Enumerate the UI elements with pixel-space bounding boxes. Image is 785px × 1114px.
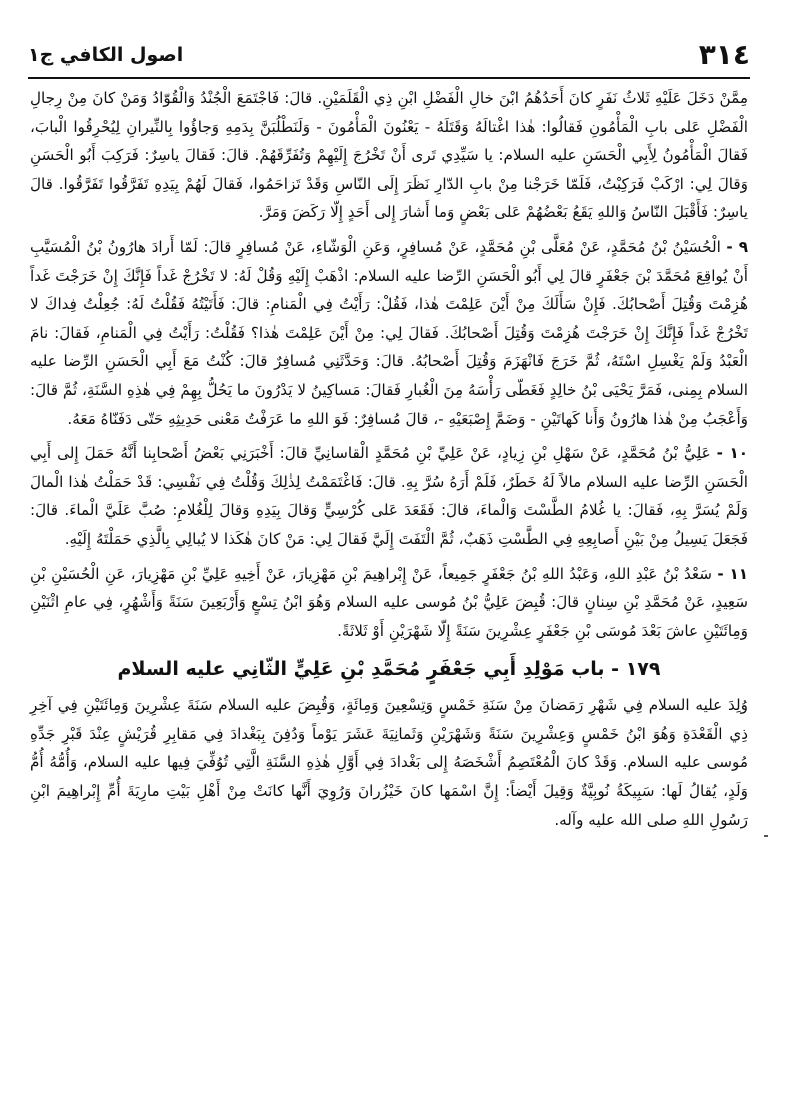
hadith-9 <box>30 233 748 433</box>
hadith-number: ١١ - <box>717 564 749 583</box>
hadith-text: عَلِيُّ بْنُ مُحَمَّدٍ، عَنْ سَهْلِ بْنِ زِيادٍ، عَنْ عَلِيِّ بْنِ مُحَمَّدٍ الْقاسانِيِّ قالَ: أَخْبَرَنِي بَعْضُ أَصْحابِنا أَنَّهُ حَمَلَ إِلى أَبِي الْحَسَنِ الرِّضا عليه السلام مالاً لَهُ خَطَرٌ، فَلَمْ أَرَهُ سُرَّ بِهِ. قالَ: فَاغْتَمَمْتُ لِذٰلِكَ وَقُلْتُ فِي نَفْسِي: قَدْ حَمَلْتُ هٰذا الْمالَ وَلَمْ يُسَرَّ بِهِ، فَقالَ: يا غُلامُ الطَّسْتَ وَالْماءَ، قالَ: فَقَعَدَ عَلى كُرْسِيٍّ وَقالَ بِيَدِهِ وَقالَ لِلْغُلامِ: صُبَّ عَلَيَّ الْماءَ. قالَ: فَجَعَلَ يَسِيلُ مِنْ بَيْنِ أَصابِعِهِ فِي الطَّسْتِ ذَهَبٌ، ثُمَّ الْتَفَتَ إِلَيَّ فَقالَ لِي: مَنْ كانَ هٰكَذا لا يُبالِي بِالَّذِي حَمَلْتَهُ إِلَيْهِ. <box>30 444 748 548</box>
paragraph-text: وُلِدَ عليه السلام فِي شَهْرِ رَمَضانَ مِنْ سَنَةِ خَمْسٍ وَتِسْعِينَ وَمِائَةٍ، وَقُبِضَ عليه السلام سَنَةَ عِشْرِينَ وَمِائَتَيْنِ فِي آخِرِ ذِي الْقَعْدَةِ وَهُوَ ابْنُ خَمْسٍ وَعِشْرِينَ سَنَةً وَشَهْرَيْنِ وَثَمانِيَةَ عَشَرَ يَوْماً وَدُفِنَ بِبَغْدادَ فِي مَقابِرِ قُرَيْشٍ عِنْدَ قَبْرِ جَدِّهِ مُوسى عليه السلام. وَقَدْ كانَ الْمُعْتَصِمُ أَشْخَصَهُ إِلى بَغْدادَ فِي أَوَّلِ هٰذِهِ السَّنَةِ الَّتِي تُوُفِّيَ فِيها عليه السلام، وَأُمُّهُ أُمُّ وَلَدٍ، يُقالُ لَها: سَبِيكَةُ نُوبِيَّةٌ وَقِيلَ أَيْضاً: إِنَّ اسْمَها كانَ خَيْزُرانَ وَرُوِيَ أَنَّها كانَتْ مِنْ أَهْلِ بَيْتِ مارِيَةَ أُمِّ إِبْراهِيمَ ابْنِ رَسُولِ اللهِ صلى الله عليه وآله. <box>30 696 748 829</box>
page-number: ٣١٤ <box>698 38 750 71</box>
paragraph-continuation <box>30 84 748 227</box>
hadith-11 <box>30 560 748 646</box>
hadith-number: ٩ - <box>726 237 749 256</box>
paragraph-text: مِمَّنْ دَخَلَ عَلَيْهِ ثَلاثُ نَفَرٍ كانَ أَحَدُهُمُ ابْنَ خالِ الْفَضْلِ ابْنِ ذِي الْقَلَمَيْنِ. قالَ: فَاجْتَمَعَ الْجُنْدُ وَالْقُوّادُ وَمَنْ كانَ مِنْ رِجالِ الْفَضْلِ عَلى بابِ الْمَأْمُونِ فَقالُوا: هٰذا اغْتالَهُ وَقَتَلَهُ - يَعْنُونَ الْمَأْمُونَ - وَلَنَطْلُبَنَّ بِدَمِهِ وَجاؤُوا بِالنِّيرانِ لِيُحْرِقُوا الْبابَ، فَقالَ الْمَأْمُونُ لِأَبِي الْحَسَنِ عليه السلام: يا سَيِّدِي تَرى أَنْ تَخْرُجَ إِلَيْهِمْ وَتُفَرِّقَهُمْ. قالَ: فَقالَ ياسِرٌ: فَرَكِبَ أَبُو الْحَسَنِ وَقالَ لِي: ارْكَبْ فَرَكِبْتُ، فَلَمّا خَرَجْنا مِنْ بابِ الدّارِ نَظَرَ إِلَى النّاسِ وَقَدْ تَزاحَمُوا، فَقالَ لَهُمْ بِيَدِهِ تَفَرَّقُوا تَفَرَّقُوا. قالَ ياسِرٌ: فَأَقْبَلَ النّاسُ وَاللهِ يَقَعُ بَعْضُهُمْ عَلى بَعْضٍ وَما أَشارَ إِلى أَحَدٍ إِلّا رَكَضَ وَمَرَّ. <box>30 89 748 222</box>
hadith-10 <box>30 439 748 553</box>
hadith-text: سَعْدُ بْنُ عَبْدِ اللهِ، وَعَبْدُ اللهِ بْنُ جَعْفَرٍ جَمِيعاً، عَنْ إِبْراهِيمَ بْنِ مَهْزِيارَ، عَنْ أَخِيهِ عَلِيِّ بْنِ مَهْزِيارَ، عَنِ الْحُسَيْنِ بْنِ سَعِيدٍ، عَنْ مُحَمَّدِ بْنِ سِنانٍ قالَ: قُبِضَ عَلِيُّ بْنُ مُوسى عليه السلام وَهُوَ ابْنُ تِسْعٍ وَأَرْبَعِينَ سَنَةً وَأَشْهُرٍ، فِي عامِ اثْنَيْنِ وَمِائَتَيْنِ عاشَ بَعْدَ مُوسَى بْنِ جَعْفَرٍ عِشْرِينَ سَنَةً إِلّا شَهْرَيْنِ أَوْ ثَلاثَةً. <box>30 564 748 640</box>
margin-mark <box>764 835 768 837</box>
chapter-heading: ١٧٩ - باب مَوْلِدِ أَبِي جَعْفَرٍ مُحَمَّدِ بْنِ عَلِيٍّ الثّانِي عليه السلام <box>117 658 661 681</box>
chapter-paragraph <box>30 691 748 834</box>
book-title: اصول الكافي ج١ <box>28 44 184 66</box>
header-divider <box>28 77 750 79</box>
hadith-text: الْحُسَيْنُ بْنُ مُحَمَّدٍ، عَنْ مُعَلَّى بْنِ مُحَمَّدٍ، عَنْ مُسافِرٍ، وَعَنِ الْوَشّاءِ، عَنْ مُسافِرٍ قالَ: لَمّا أَرادَ هارُونُ بْنُ الْمُسَيَّبِ أَنْ يُواقِعَ مُحَمَّدَ بْنَ جَعْفَرٍ قالَ لِي أَبُو الْحَسَنِ الرِّضا عليه السلام: اذْهَبْ إِلَيْهِ وَقُلْ لَهُ: لا تَخْرُجْ غَداً فَإِنَّكَ إِنْ خَرَجْتَ غَداً هُزِمْتَ وَقُتِلَ أَصْحابُكَ. فَإِنْ سَأَلَكَ مِنْ أَيْنَ عَلِمْتَ هٰذا، فَقُلْ: رَأَيْتُ فِي الْمَنامِ: قالَ: فَأَتَيْتُهُ فَقُلْتُ لَهُ: جُعِلْتُ فِداكَ لا تَخْرُجْ غَداً فَإِنَّكَ إِنْ خَرَجْتَ هُزِمْتَ وَقُتِلَ أَصْحابُكَ. فَقالَ لِي: مِنْ أَيْنَ عَلِمْتَ هٰذا؟ فَقُلْتُ: رَأَيْتُ فِي الْمَنامِ، فَقالَ: نامَ الْعَبْدُ وَلَمْ يَغْسِلِ اسْتَهُ، ثُمَّ خَرَجَ فَانْهَزَمَ وَقُتِلَ أَصْحابُهُ. قالَ: وَحَدَّثَنِي مُسافِرٌ قالَ: كُنْتُ مَعَ أَبِي الْحَسَنِ الرِّضا عليه السلام بِمِنى، فَمَرَّ يَحْيَى بْنُ خالِدٍ فَغَطّى رَأْسَهُ مِنَ الْغُبارِ فَقالَ: مَساكِينُ لا يَدْرُونَ ما يَحُلُّ بِهِمْ فِي هٰذِهِ السَّنَةِ، ثُمَّ قالَ: وَأَعْجَبُ مِنْ هٰذا هارُونُ وَأَنا كَهاتَيْنِ - وَضَمَّ إِصْبَعَيْهِ -، قالَ مُسافِرٌ: فَوَ اللهِ ما عَرَفْتُ مَعْنى حَدِيثِهِ حَتّى دَفَنّاهُ مَعَهُ. <box>29 237 748 428</box>
text-body <box>30 84 748 840</box>
hadith-number: ١٠ - <box>716 444 748 463</box>
page-header <box>28 38 750 72</box>
